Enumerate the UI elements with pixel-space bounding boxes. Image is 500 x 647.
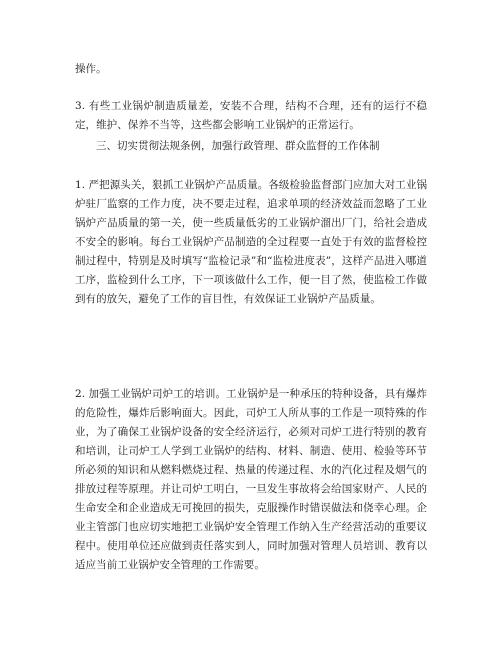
- subsection-2-paragraph: 2. 加强工业锅炉司炉工的培训。工业锅炉是一种承压的特种设备，具有爆炸的危险性，爆炸后影响面大。因此，司炉工人所从事的工作是一项特殊的作业，为了确保工业锅炉设备的安全经济运行，必须对司炉工进行特别的教育和培训，让司炉工人学到工业锅炉的结构、材料、制造、使用、检验等环节所必须的知识和从燃料燃烧过程、热量的传递过程、水的汽化过程及烟气的排放过程等原理。并让司炉工明白，一旦发生事故将会给国家财产、人民的生命安全和企业造成无可挽回的损失，克服操作时错误做法和侥幸心理。企业主管部门也应切实地把工业锅炉安全管理工作纳入生产经营活动的重要议程中。使用单位还应做到责任落实到人，同时加强对管理人员培训、教育以适应当前工业锅炉安全管理的工作需要。: [75, 388, 427, 571]
- continuation-paragraph: 操作。: [75, 63, 107, 75]
- subsection-1-paragraph: 1. 严把源头关，狠抓工业锅炉产品质量。各级检验监督部门应加大对工业锅炉驻厂监察的工作力度，决不要走过程，追求单项的经济效益而忽略了工业锅炉产品质量的第一关，使一些质量低劣的工业锅炉溜出厂门，给社会造成不安全的影响。每台工业锅炉产品制造的全过程要一直处于有效的监督检控制过程中，特别是及时填写“监检记录”和“监检进度表”，这样产品进入哪道工序，监检到什么工序，下一项该做什么工作，便一目了然，使监检工作做到有的放矢，避免了工作的盲目性，有效保证工业锅炉产品质量。: [75, 179, 427, 305]
- item-3-paragraph: 3. 有些工业锅炉制造质量差，安装不合理，结构不合理，还有的运行不稳定，维护、保养不当等，这些都会影响工业锅炉的正常运行。: [75, 100, 427, 131]
- section-3-heading: 三、切实贯彻法规条例，加强行政管理、群众监督的工作体制: [96, 140, 380, 152]
